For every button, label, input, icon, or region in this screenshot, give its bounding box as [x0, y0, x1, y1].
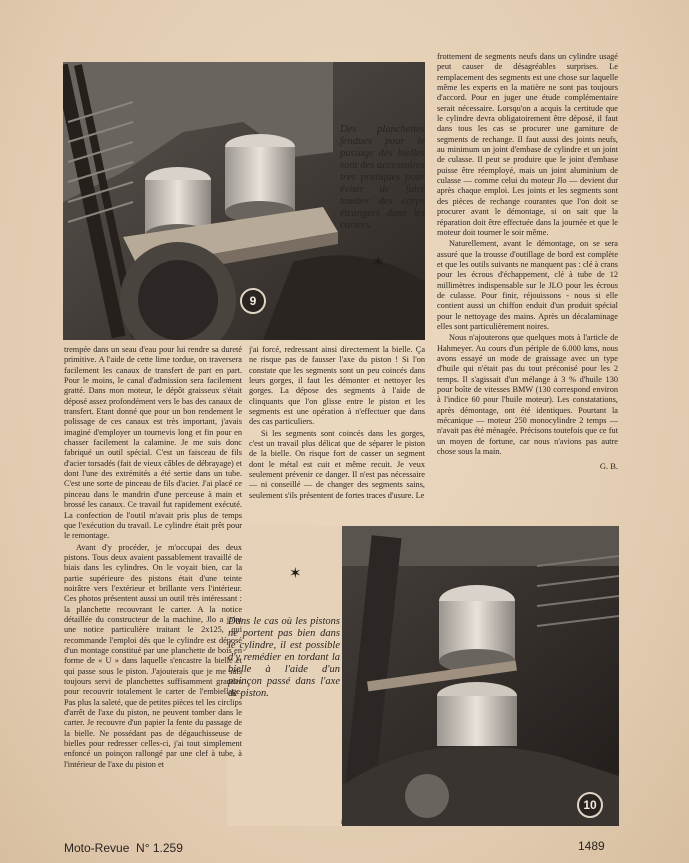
text-column-2 — [249, 345, 425, 515]
column-3-paragraph: frottement de segments neufs dans un cylindre usagé peut causer de désagréables surprises. Le remplacement des segments est une chose sur laquelle même les experts en la matière ne sont pas toujours d'accord. Pour en juger une étude complémentaire serait nécessaire. Lorsqu'on a acquis la certitude que le cylindre devra obligatoirement être déposé, il faut dans tous les cas se procurer une garniture de segments de rechange. Il faut aussi des joints neufs, au minimum un joint d'embase de cylindre et un joint de culasse. Il peut se produire que le joint d'embase puisse être réemployé, mais un joint aluminium de culasse — comme celui du moteur Jlo — devient dur après chaque emploi. Les joints et les segments sont des pièces de rechange courantes que l'on doit se procurer avant le démontage, si on sait que la réparation doit être effectuée dans la journée et que le moteur doit tourner le soir même. — [437, 52, 618, 237]
photo-10-number-badge: 10 — [577, 792, 603, 818]
column-2-paragraph: Si les segments sont coincés dans les gorges, c'est un travail plus délicat que de séparer le piston de la bielle. On risque fort de casser un segment dont le métal est cuit et même recuit. Je veux seulement prévenir ce danger. Il n'est pas nécessaire — ni conseillé — de changer des segments sains, seulement s'ils présentent de fortes traces d'usure. Le — [249, 428, 425, 500]
star-ornament-bottom: ✶ — [289, 566, 302, 582]
star-ornament-top: ✶ — [372, 255, 385, 271]
column-3-paragraph: Nous n'ajouterons que quelques mots à l'article de Hahmeyer. Au cours d'un périple de 6.000 kms, nous avons essayé un mode de graissage avec un type d'huile qui n'était pas du tout préconisé pour les 2 temps. Il s'agissait d'un mélange à 3 % d'huile 130 pour boîte de vitesses BMW (130 correspond environ à l'indice 60 pour l'huile moteur). Les constatations, après démontage, ont été identiques. Pourtant la mécanique — moteur 250 monocylindre 2 temps — n'avait pas été ménagée. Précisons toutefois que ce fut un moyen de fortune, car nous n'avions pas autre chose sous la main. — [437, 333, 618, 457]
page-number: 1489 — [578, 839, 605, 853]
author-signature: G. B. — [599, 461, 618, 472]
text-column-3 — [437, 52, 618, 524]
text-column-1 — [64, 345, 242, 832]
column-2-paragraph: j'ai forcé, redressant ainsi directement la bielle. Ça ne risque pas de fausser l'axe du piston ! Si l'on constate que les segments sont un peu coincés dans leurs gorges, il faut les démonter et nettoyer les gorges. La dépose des segments à l'aide de clinquants que l'on glisse entre le piston et les segments est une opération à n'effectuer que dans des cas particuliers. — [249, 345, 425, 427]
column-1-paragraph: Avant d'y procéder, je m'occupai des deux pistons. Tous deux avaient passablement travaillé de biais dans les cylindres. On le voyait bien, car la partie supérieure des pistons était d'une teinte noirâtre vers l'extérieur et brillante vers l'intérieur. Ces photos présentent aussi un outil très intéressant : la planchette recouvrant le carter. A la notice détaillée du constructeur de la machine, Jlo a joint une notice particulière traitant le 2x125, qui recommande l'emploi dès que le cylindre est déposé d'un montage constitué par une planchette de bois en forme de « U » dans laquelle s'encastre la bielle et qui passe sous le piston. J'ajouterais que je me suis toujours servi de planchettes suffisamment grandes pour recouvrir totalement le carter de l'embiellage. Pas plus la saleté, que de petites pièces tel les circlips d'arrêt de l'axe du piston, ne peuvent tomber dans le carter. Je recouvre d'un papier la fente du passage de la bielle. Ne possédant pas de dégauchisseuse de bielles pour redresser celles-ci, j'ai tout simplement enfoncé un poinçon rallongé par une clef à tube, à l'intérieur de l'axe du piston et — [64, 542, 242, 769]
column-3-paragraph: Naturellement, avant le démontage, on se sera assuré que la trousse d'outillage de bord est complète et que les outils suivants ne manquent pas : clé à crans pour les écrous d'échappement, clé à tube de 12 millimètres indispensable sur le JLO pour les écrous de culasse. Pour finir, réjouissons - nous si elle contient aussi un chiffon enduit d'un produit spécial pour le nettoyage des mains. Après un décalaminage elles sont particulièrement noires. — [437, 239, 618, 331]
photo-10-caption: Dans le cas où les pistons ne portent pas bien dans le cylindre, il est possible d'y remédier en tordant la bielle à l'aide d'un poinçon passé dans l'axe de piston. — [228, 616, 340, 699]
photo-9-caption: Des planchettes fendues pour le passage des bielles sont des accessoires très pratiques pour éviter de faire tomber des corps étrangers dans les carters. — [340, 124, 425, 231]
magazine-footer-title: Moto-Revue N° 1.259 — [64, 841, 183, 855]
photo-9-number-badge: 9 — [240, 288, 266, 314]
column-1-paragraph: trempée dans un seau d'eau pour lui rendre sa dureté primitive. A l'aide de cette lime tordue, on traversera facilement les canaux de transfert de part en part. Pour le moins, le canal d'admission sera facilement gratté. Dans mon moteur, le dépôt graisseux s'était déposé assez profondément vers le bas des canaux de transfert. Etant donné que pour un bon rendement le polissage de ces canaux est très important, j'avais imaginé d'employer un tournevis long et fin pour en chasser facilement la calamine. Je me suis donc fabriqué un outil spécial. C'est un faisceau de fils d'acier torsadés (fait de vieux câbles de débrayage) et dont l'une des extrémités a été sertie dans un tube. C'est une sorte de pinceau de fils d'acier. J'ai placé ce pinceau dans le mandrin d'une perceuse à main et brossé les canaux. Ce travail fut rapidement exécuté. La confection de l'outil m'avait pris plus de temps que l'exécution du travail. Le cylindre était prêt pour le remontage. — [64, 345, 242, 541]
